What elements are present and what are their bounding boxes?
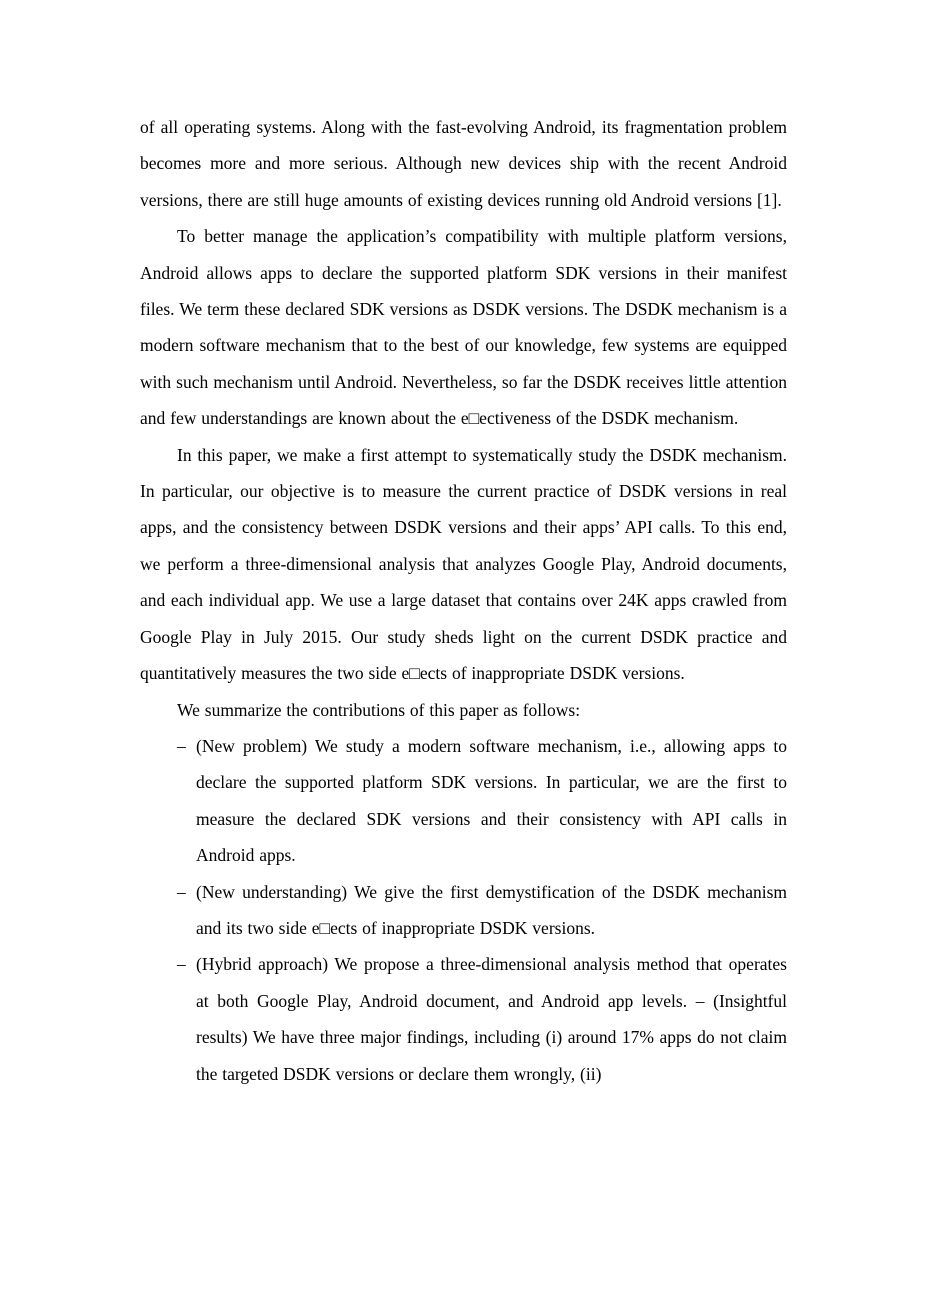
- dash-bullet-marker: –: [177, 954, 186, 975]
- contribution-list: [140, 728, 787, 1092]
- list-item-new-understanding: [140, 874, 787, 947]
- paragraph-dsdk-intro: To better manage the application’s compatibility with multiple platform versions, Android allows apps to declare the supported platform SDK versions in their manifest files. We term these declared SDK versions as DSDK versions. The DSDK mechanism is a modern software mechanism that to the best of our knowledge, few systems are equipped with such mechanism until Android. Nevertheless, so far the DSDK receives little attention and few understandings are known about the e□ectiveness of the DSDK mechanism.: [140, 226, 787, 429]
- list-item-text: (New problem) We study a modern software mechanism, i.e., allowing apps to declare the supported platform SDK versions. In particular, we are the first to measure the declared SDK versions and their consistency with API calls in Android apps.: [196, 735, 787, 866]
- paragraph-study-overview: In this paper, we make a first attempt to systematically study the DSDK mechanism. In particular, our objective is to measure the current practice of DSDK versions in real apps, and the consistency between DSDK versions and their apps’ API calls. To this end, we perform a three-dimensional analysis that analyzes Google Play, Android documents, and each individual app. We use a large dataset that contains over 24K apps crawled from Google Play in July 2015. Our study sheds light on the current DSDK practice and quantitatively measures the two side e□ects of inappropriate DSDK versions.: [140, 444, 787, 684]
- dash-bullet-marker: –: [177, 881, 186, 902]
- list-item-hybrid-approach: [140, 946, 787, 1092]
- list-item-new-problem: [140, 728, 787, 874]
- paragraph-contributions-lead: We summarize the contributions of this paper as follows:: [177, 699, 581, 720]
- list-item-text: (Hybrid approach) We propose a three-dimensional analysis method that operates at both Google Play, Android document, and Android app levels. – (Insightful results) We have three major findings, including (i) around 17% apps do not claim the targeted DSDK versions or declare them wrongly, (ii): [196, 954, 787, 1084]
- list-item-text: (New understanding) We give the first demystification of the DSDK mechanism and its two side e□ects of inappropriate DSDK versions.: [196, 881, 787, 938]
- dash-bullet-marker: –: [177, 735, 186, 756]
- paragraph-fragmentation: of all operating systems. Along with the fast-evolving Android, its fragmentation problem becomes more and more serious. Although new devices ship with the recent Android versions, there are still huge amounts of existing devices running old Android versions [1].: [140, 117, 787, 210]
